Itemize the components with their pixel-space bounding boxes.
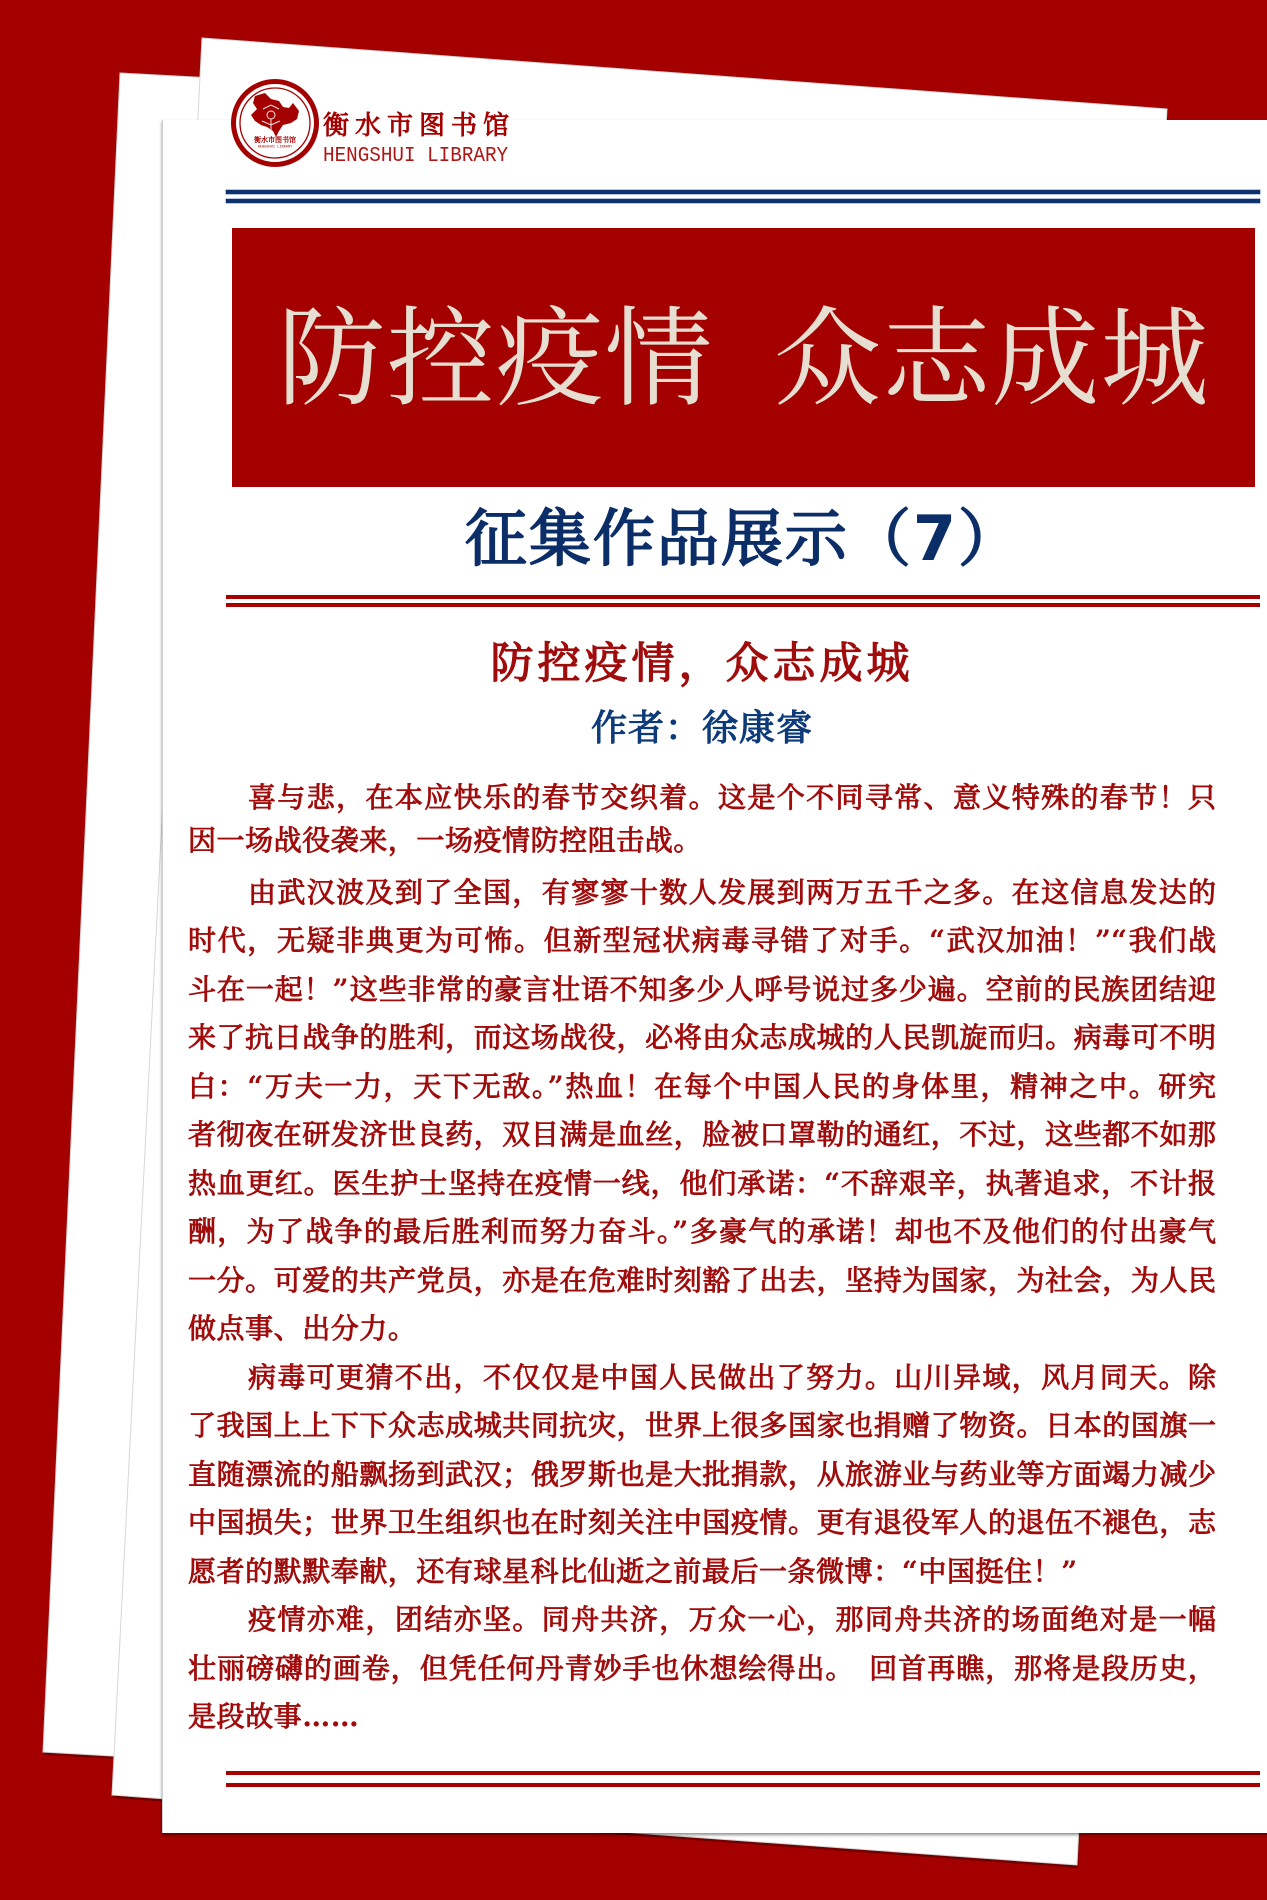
library-name-en: HENGSHUI LIBRARY bbox=[323, 145, 509, 168]
text-line: 由武汉波及到了全国，有寥寥十数人发展到两万五千之多。在这信息发达的 bbox=[248, 875, 1216, 909]
text-line: 因一场战役袭来，一场疫情防控阻击战。 bbox=[188, 823, 702, 857]
subtitle-rule-bottom bbox=[226, 603, 1260, 607]
article-body bbox=[188, 776, 1216, 1742]
article-byline: 作者：徐康睿 bbox=[590, 708, 813, 749]
emblem-text-cn: 衡水市图书馆 bbox=[254, 135, 296, 144]
banner-title bbox=[232, 297, 1255, 422]
text-line: 来了抗日战争的胜利，而这场战役，必将由众志成城的人民凯旋而归。病毒可不明 bbox=[188, 1021, 1216, 1055]
text-line: 酬，为了战争的最后胜利而努力奋斗。”多豪气的承诺！却也不及他们的付出豪气 bbox=[188, 1215, 1216, 1249]
text-line: 壮丽磅礴的画卷，但凭任何丹青妙手也休想绘得出。 回首再瞧，那将是段历史， bbox=[188, 1651, 1216, 1685]
footer-rule-bottom bbox=[226, 1783, 1260, 1787]
text-line: 病毒可更猜不出，不仅仅是中国人民做出了努力。山川异域，风月同天。除 bbox=[248, 1360, 1216, 1394]
banner-title-left: 防控疫情 bbox=[277, 297, 714, 422]
text-line: 时代，无疑非典更为可怖。但新型冠状病毒寻错了对手。“武汉加油！”“我们战 bbox=[188, 924, 1216, 958]
text-line: 直随漂流的船飘扬到武汉；俄罗斯也是大批捐款，从旅游业与药业等方面竭力减少 bbox=[188, 1457, 1216, 1491]
text-line: 愿者的默默奉献，还有球星科比仙逝之前最后一条微博：“中国挺住！” bbox=[188, 1554, 1078, 1588]
emblem-text-en: HENGSHUI LIBRARY bbox=[257, 145, 293, 150]
title-banner bbox=[232, 228, 1255, 487]
section-subtitle: 征集作品展示（7） bbox=[464, 502, 1023, 575]
text-line: 白：“万夫一力，天下无敌。”热血！在每个中国人民的身体里，精神之中。研究 bbox=[188, 1069, 1216, 1103]
text-line: 一分。可爱的共产党员，亦是在危难时刻豁了出去，坚持为国家，为社会，为人民 bbox=[188, 1263, 1216, 1297]
header-rule-top bbox=[226, 190, 1260, 194]
subtitle-rule-top bbox=[226, 595, 1260, 599]
text-line: 热血更红。医生护士坚持在疫情一线，他们承诺：“不辞艰辛，执著追求，不计报 bbox=[188, 1166, 1216, 1200]
header-rule-bottom bbox=[226, 199, 1260, 203]
paragraph bbox=[188, 1354, 1216, 1597]
article-title: 防控疫情，众志成城 bbox=[490, 639, 914, 689]
text-line: 中国损失；世界卫生组织也在时刻关注中国疫情。更有退役军人的退伍不褪色，志 bbox=[188, 1506, 1216, 1540]
text-line: 了我国上上下下众志成城共同抗灾，世界上很多国家也捐赠了物资。日本的国旗一 bbox=[188, 1409, 1216, 1443]
footer-rule-top bbox=[226, 1771, 1260, 1775]
text-line: 斗在一起！”这些非常的豪言壮语不知多少人呼号说过多少遍。空前的民族团结迎 bbox=[188, 972, 1216, 1006]
paragraph bbox=[188, 776, 1216, 862]
text-line: 是段故事…… bbox=[188, 1700, 360, 1734]
banner-title-right: 众志成城 bbox=[773, 297, 1210, 422]
library-name-cn: 衡水市图书馆 bbox=[323, 111, 516, 141]
text-line: 做点事、出分力。 bbox=[188, 1312, 417, 1346]
paragraph bbox=[188, 1596, 1216, 1742]
text-line: 疫情亦难，团结亦坚。同舟共济，万众一心，那同舟共济的场面绝对是一幅 bbox=[248, 1603, 1216, 1637]
paragraph bbox=[188, 869, 1216, 1354]
text-line: 者彻夜在研发济世良药，双目满是血丝，脸被口罩勒的通红，不过，这些都不如那 bbox=[188, 1118, 1216, 1152]
text-line: 喜与悲，在本应快乐的春节交织着。这是个不同寻常、意义特殊的春节！只 bbox=[248, 780, 1216, 814]
hengshui-library-emblem-icon bbox=[229, 77, 321, 169]
